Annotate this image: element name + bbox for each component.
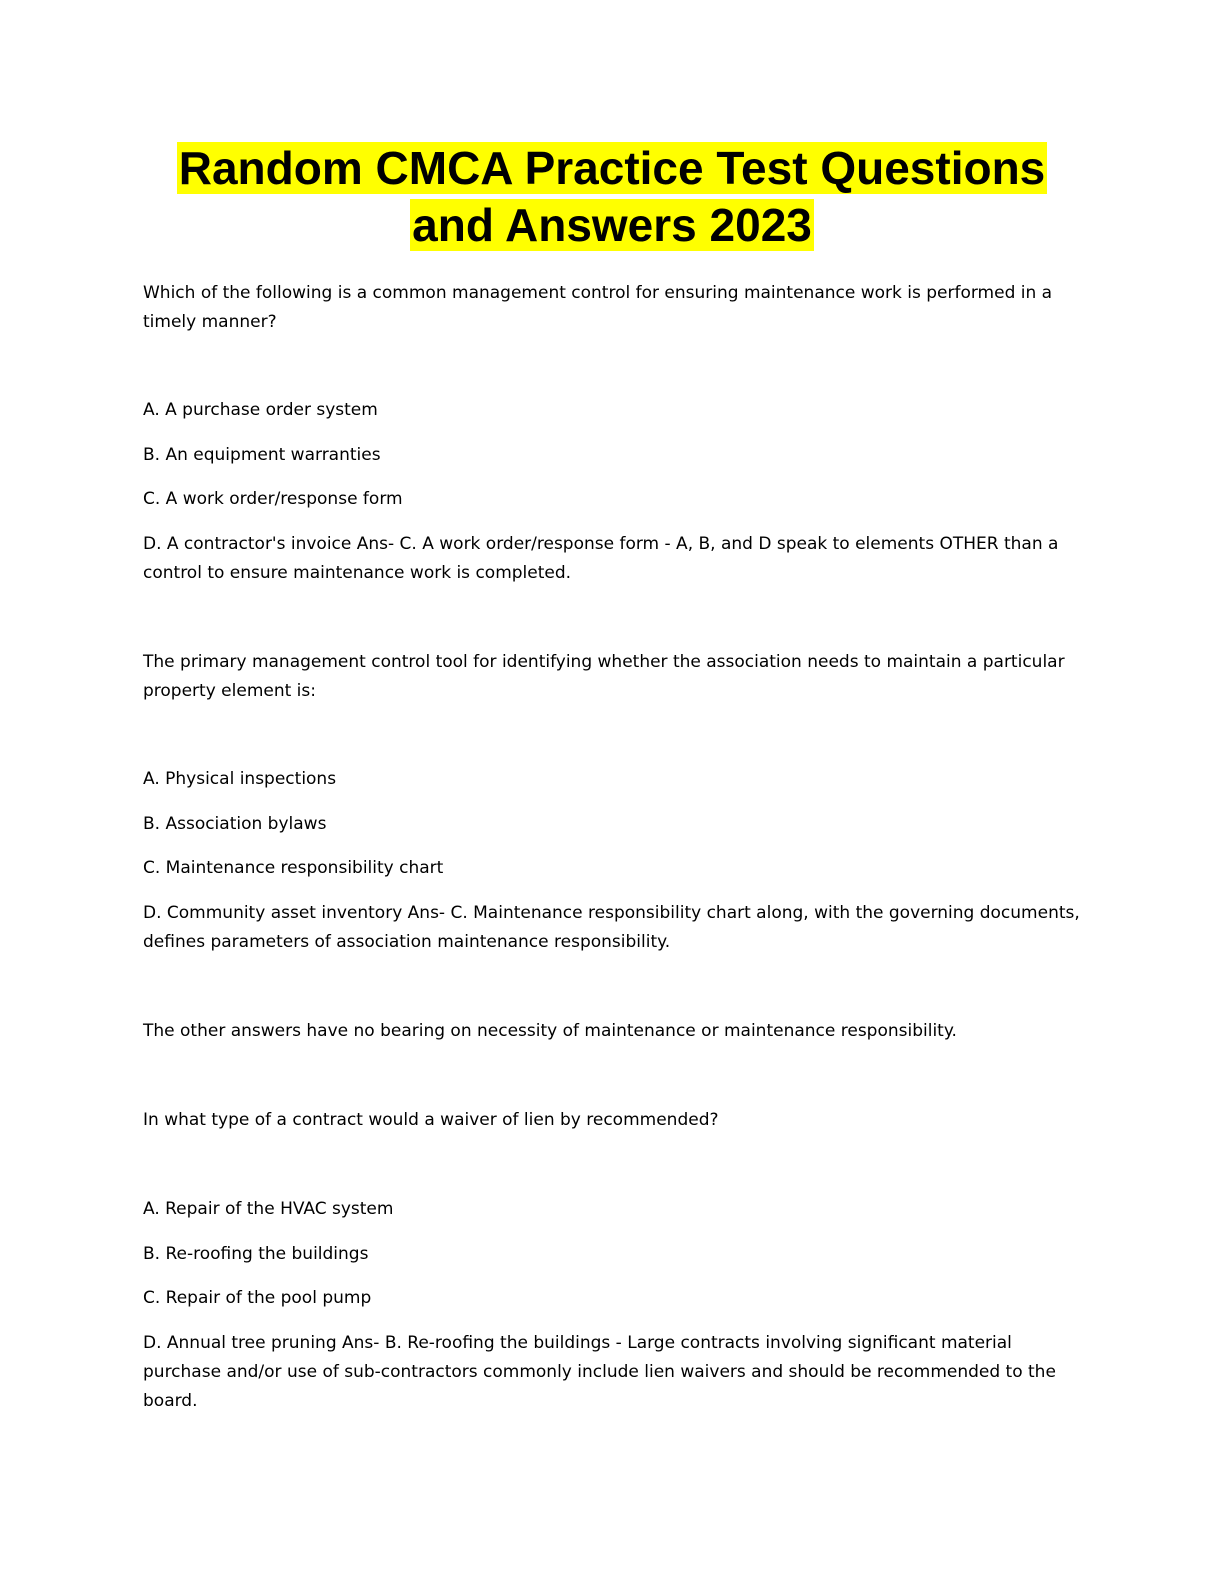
question-1-option-c: C. A work order/response form	[143, 489, 403, 509]
question-3-option-d-answer: D. Annual tree pruning Ans- B. Re-roofing the buildings - Large contracts involving significant material purchase and/or use of sub-contractors commonly include lien waivers and should be recommended to the board.	[143, 1333, 1056, 1411]
question-2-option-d-answer: D. Community asset inventory Ans- C. Maintenance responsibility chart along, with the governing documents, defines parameters of association maintenance responsibility.	[143, 903, 1080, 952]
question-2-option-a: A. Physical inspections	[143, 769, 337, 789]
title-line-1: Random CMCA Practice Test Questions	[178, 142, 1046, 194]
question-1-option-b: B. An equipment warranties	[143, 445, 381, 465]
question-3-option-c: C. Repair of the pool pump	[143, 1288, 372, 1308]
question-1-prompt: Which of the following is a common management control for ensuring maintenance work is performed in a timely manner?	[143, 283, 1053, 332]
question-2-note: The other answers have no bearing on necessity of maintenance or maintenance responsibility.	[143, 1021, 957, 1041]
question-1-option-a: A. A purchase order system	[143, 400, 378, 420]
question-3-option-a: A. Repair of the HVAC system	[143, 1199, 394, 1219]
question-2-prompt: The primary management control tool for identifying whether the association needs to maintain a particular property element is:	[143, 652, 1065, 701]
question-2-option-b: B. Association bylaws	[143, 814, 327, 834]
question-3-prompt: In what type of a contract would a waiver of lien by recommended?	[143, 1110, 719, 1130]
page-title	[0, 140, 1224, 254]
question-1-option-d-answer: D. A contractor's invoice Ans- C. A work order/response form - A, B, and D speak to elements OTHER than a control to ensure maintenance work is completed.	[143, 534, 1059, 583]
question-3-option-b: B. Re-roofing the buildings	[143, 1244, 369, 1264]
title-line-2: and Answers 2023	[412, 199, 812, 251]
question-2-option-c: C. Maintenance responsibility chart	[143, 858, 444, 878]
